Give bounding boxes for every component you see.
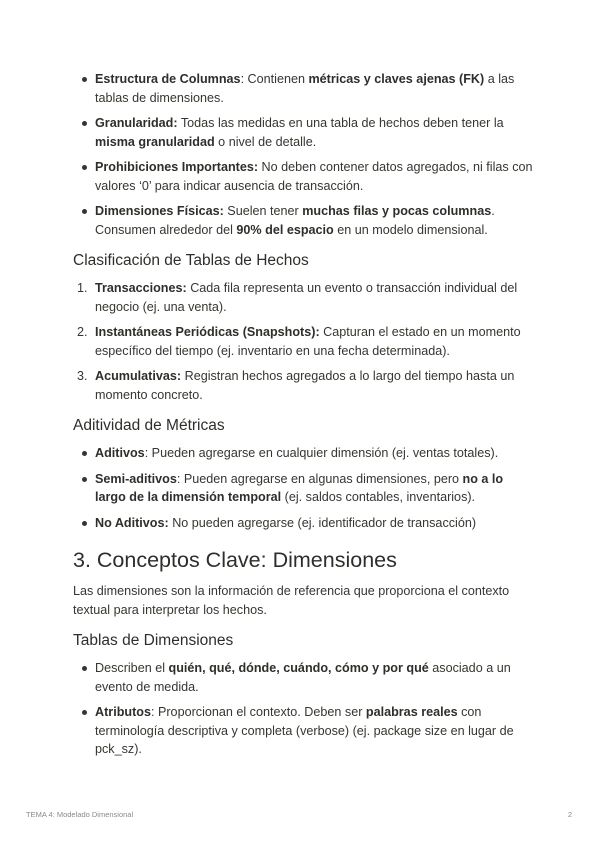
list-item xyxy=(73,279,533,316)
text: (ej. saldos contables, inventarios). xyxy=(281,490,476,504)
bold-text: No Aditivos: xyxy=(95,515,169,530)
text: : Pueden agregarse en algunas dimensiones, pero xyxy=(176,471,463,486)
list-item xyxy=(73,703,533,759)
bold-text: Instantáneas Periódicas (Snapshots): xyxy=(95,325,320,339)
bold-text: 90% del espacio xyxy=(236,222,334,237)
list-item xyxy=(73,470,533,507)
text: o nivel de detalle. xyxy=(214,134,317,149)
dimension-tables-list xyxy=(73,659,533,759)
bold-text: Dimensiones Físicas: xyxy=(95,204,224,218)
bold-text: Estructura de Columnas xyxy=(95,72,241,86)
text: Cada fila representa un evento o transacción individual del negocio (ej. una venta). xyxy=(95,281,518,314)
fact-table-classification-list xyxy=(73,279,533,404)
additivity-list xyxy=(73,444,533,532)
text: No pueden agregarse (ej. identificador de transacción) xyxy=(168,515,477,530)
bold-text: palabras reales xyxy=(365,705,458,719)
list-item xyxy=(73,323,533,360)
page-number: 2 xyxy=(567,810,572,819)
heading-aditividad: Aditividad de Métricas xyxy=(73,417,225,434)
bold-text: Semi-aditivos xyxy=(95,471,177,486)
text: . Consumen alrededor del xyxy=(95,204,495,237)
text: Todas las medidas en una tabla de hechos deben tener la xyxy=(177,116,504,130)
list-number: 2. xyxy=(77,325,88,339)
conceptos-paragraph: Las dimensiones son la información de referencia que proporciona el contexto textual para interpretar los hechos. xyxy=(73,584,510,617)
bold-text: Acumulativas: xyxy=(95,369,182,383)
heading-tablas-dimensiones: Tablas de Dimensiones xyxy=(73,632,234,649)
text: Suelen tener xyxy=(223,204,303,218)
list-item xyxy=(73,202,533,239)
text: asociado a un evento de medida. xyxy=(95,661,511,694)
bold-text: misma granularidad xyxy=(95,134,215,149)
text: : Pueden agregarse en cualquier dimensión (ej. ventas totales). xyxy=(144,446,499,460)
list-item xyxy=(73,158,533,195)
text: en un modelo dimensional. xyxy=(333,222,488,237)
text: : Proporcionan el contexto. Deben ser xyxy=(150,705,366,719)
text: : Contienen xyxy=(240,72,309,86)
list-item xyxy=(73,367,533,404)
list-number: 3. xyxy=(77,369,88,383)
fact-table-properties-list xyxy=(73,70,533,239)
text: No deben contener datos agregados, ni filas con valores ‘0’ para indicar ausencia de transacción. xyxy=(95,160,533,193)
bold-text: Atributos xyxy=(95,705,151,719)
text: Registran hechos agregados a lo largo del tiempo hasta un momento concreto. xyxy=(95,369,515,402)
bold-text: no a lo largo de la dimensión temporal xyxy=(95,471,504,504)
list-number: 1. xyxy=(77,281,88,295)
list-item xyxy=(73,70,533,107)
list-item xyxy=(73,514,533,533)
bold-text: Prohibiciones Importantes: xyxy=(95,160,259,174)
text: Capturan el estado en un momento específico del tiempo (ej. inventario en una fecha determinada). xyxy=(95,325,521,358)
heading-clasificacion: Clasificación de Tablas de Hechos xyxy=(73,252,309,269)
footer-title: TEMA 4: Modelado Dimensional xyxy=(26,810,134,819)
heading-conceptos-clave: 3. Conceptos Clave: Dimensiones xyxy=(73,548,397,572)
list-item xyxy=(73,444,533,463)
bold-text: quién, qué, dónde, cuándo, cómo y por qué xyxy=(168,661,429,675)
bold-text: muchas filas y pocas columnas xyxy=(302,204,492,218)
text: a las tablas de dimensiones. xyxy=(95,72,515,105)
bold-text: Transacciones: xyxy=(95,281,187,295)
page-content xyxy=(73,70,533,766)
text: Describen el xyxy=(95,661,169,675)
bold-text: métricas y claves ajenas (FK) xyxy=(308,72,485,86)
text: con terminología descriptiva y completa (verbose) (ej. package size en lugar de pck_sz). xyxy=(95,705,514,756)
list-item xyxy=(73,659,533,696)
bold-text: Granularidad: xyxy=(95,116,178,130)
bold-text: Aditivos xyxy=(95,446,145,460)
list-item xyxy=(73,114,533,151)
